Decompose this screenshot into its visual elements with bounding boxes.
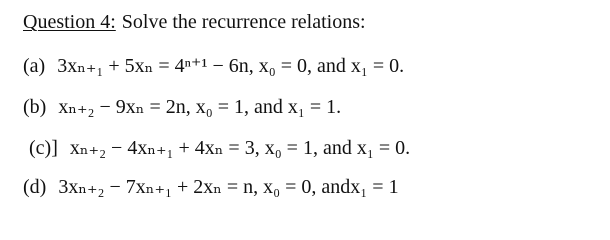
problem-c [29,135,410,161]
problem-label: (d) [23,176,47,198]
problem-a [23,53,404,79]
problem-equation: xₙ₊₂ − 9xₙ = 2n, x₀ = 1, and x₁ = 1. [58,96,342,118]
problem-equation: 3xₙ₊₂ − 7xₙ₊₁ + 2xₙ = n, x₀ = 0, andx₁ = 1 [58,176,399,198]
question-heading [23,10,366,34]
question-label: Question 4: [23,11,116,33]
problem-equation: xₙ₊₂ − 4xₙ₊₁ + 4xₙ = 3, x₀ = 1, and x₁ = 0. [69,137,411,159]
problem-equation: 3xₙ₊₁ + 5xₙ = 4ⁿ⁺¹ − 6n, x₀ = 0, and x₁ = 0. [57,55,405,77]
problem-label: (c)] [29,137,58,159]
question-text: Solve the recurrence relations: [121,11,366,33]
problem-label: (b) [23,96,47,118]
problem-d [23,174,399,200]
problem-label: (a) [23,55,46,77]
problem-b [23,94,341,120]
